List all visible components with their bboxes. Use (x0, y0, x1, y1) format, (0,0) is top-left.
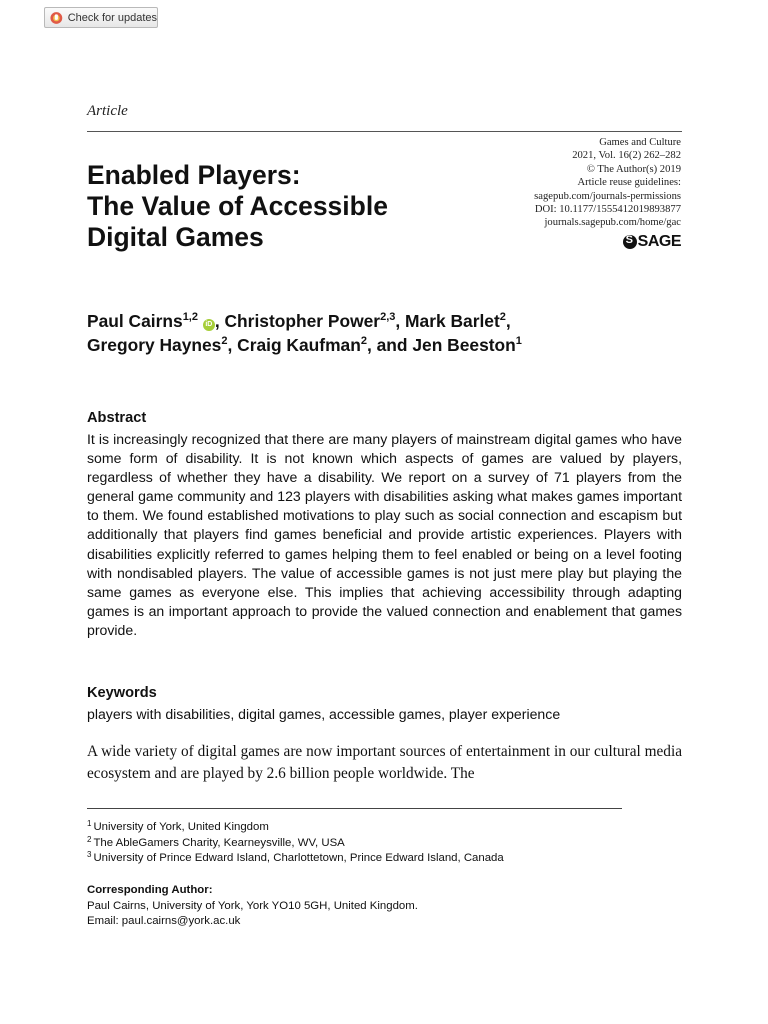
footnote-text: The AbleGamers Charity, Kearneysville, WV, USA (93, 836, 345, 849)
update-badge-icon (50, 11, 63, 25)
keywords-heading: Keywords (87, 685, 157, 701)
author-name: , Mark Barlet (395, 311, 500, 331)
author-name: Gregory Haynes (87, 335, 222, 355)
journal-info (470, 136, 681, 230)
author-affiliation: 2 (221, 335, 228, 347)
author-name: , Craig Kaufman (227, 335, 361, 355)
sage-logo (623, 233, 681, 251)
author-name: , Christopher Power (214, 311, 381, 331)
keywords-text: players with disabilities, digital games, accessible games, player experience (87, 706, 561, 722)
orcid-icon[interactable]: iD (203, 319, 215, 331)
copyright-line: © The Author(s) 2019 (586, 163, 681, 175)
title-line: The Value of Accessible (87, 191, 388, 221)
permissions-link[interactable]: sagepub.com/journals-permissions (534, 190, 681, 202)
author-list (87, 309, 687, 357)
author-affiliation: 2 (360, 335, 367, 347)
footnote-number: 2 (87, 834, 92, 844)
affiliation-footnotes (87, 820, 682, 867)
journal-volume: 2021, Vol. 16(2) 262–282 (572, 150, 681, 162)
footnote-number: 1 (87, 819, 92, 828)
sage-logo-icon (623, 235, 637, 249)
abstract-text: It is increasingly recognized that there are many players of mainstream digital games who have some form of disability. It is not known which aspects of games are valued by players, regardless of whether they have a disability. We report on a survey of 71 players from the general game community and 123 players with disabilities asking what makes games important to them. We found established motivations to play such as social connection and escapism but additionally that players find games beneficial and provide artistic experiences. Players with disabilities explicitly referred to games helping them to feel enabled or being on a level footing with nondisabled players. The value of accessible games is not just mere play but playing the same games as everyone else. This implies that achieving accessibility through adapting games is an important approach to provide the valued connection and enablement that games provide. (87, 431, 682, 638)
author-affiliation: 1,2 (182, 311, 198, 323)
check-for-updates-button[interactable] (44, 7, 158, 28)
header-rule (87, 131, 682, 132)
reuse-guidelines-label: Article reuse guidelines: (577, 177, 681, 189)
author-affiliation: 2 (499, 311, 506, 323)
footnote-item (87, 820, 682, 836)
corresponding-author (87, 883, 682, 930)
title-line: Enabled Players: (87, 160, 301, 190)
footnote-text: University of Prince Edward Island, Charlottetown, Prince Edward Island, Canada (93, 852, 504, 865)
footnote-number: 3 (87, 850, 92, 860)
article-title (87, 160, 467, 253)
author-separator: , (505, 311, 511, 331)
author-name: , and Jen Beeston (366, 335, 516, 355)
author-affiliation: 2,3 (380, 311, 396, 323)
body-paragraph: A wide variety of digital games are now important sources of entertainment in our cultural media ecosystem and are played by 2.6 billion people worldwide. The (87, 743, 682, 782)
footnote-text: University of York, United Kingdom (93, 821, 269, 833)
title-line: Digital Games (87, 222, 264, 252)
journal-name: Games and Culture (599, 137, 681, 148)
abstract-heading: Abstract (87, 410, 147, 426)
article-type: Article (87, 103, 128, 119)
sage-logo-text: SAGE (637, 233, 681, 250)
footnote-item (87, 851, 682, 867)
doi-link[interactable]: DOI: 10.1177/1555412019893877 (534, 204, 681, 216)
corresponding-author-email[interactable]: Email: paul.cairns@york.ac.uk (87, 915, 241, 928)
footnote-rule (87, 808, 622, 809)
corresponding-author-heading: Corresponding Author: (87, 884, 213, 896)
check-for-updates-label: Check for updates (67, 11, 157, 24)
footnote-item (87, 836, 682, 852)
journal-homepage-link[interactable]: journals.sagepub.com/home/gac (544, 217, 681, 229)
corresponding-author-address: Paul Cairns, University of York, York YO10 5GH, United Kingdom. (87, 899, 418, 912)
author-affiliation: 1 (515, 335, 522, 347)
author-name: Paul Cairns (87, 311, 183, 331)
